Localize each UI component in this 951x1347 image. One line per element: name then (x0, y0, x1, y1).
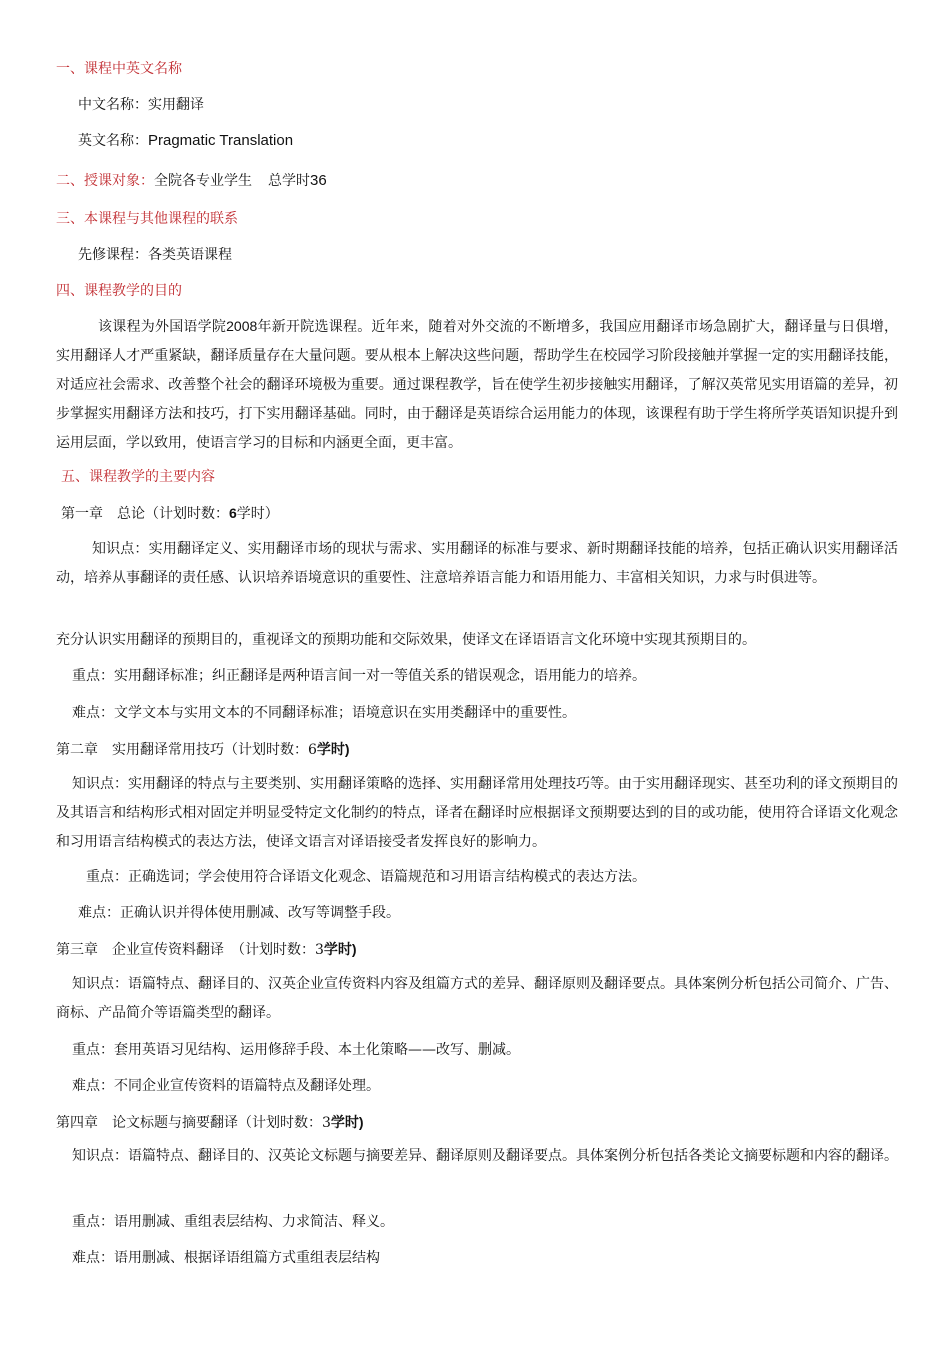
chapter-1-extra: 充分认识实用翻译的预期目的，重视译文的预期功能和交际效果，使译文在译语语言文化环境中实现其预期目的。 (56, 632, 756, 648)
section-4-heading: 四、课程教学的目的 (56, 283, 182, 299)
chapter-2-key-points: 重点：正确选词；学会使用符合译语文化观念、语篇规范和习用语言结构模式的表达方法。 (86, 869, 646, 885)
course-purpose-paragraph (56, 312, 898, 458)
chapter-1-hours: 6 (229, 505, 237, 521)
chinese-name-label: 中文名称： (78, 97, 148, 113)
chapter-3-key-points: 重点：套用英语习见结构、运用修辞手段、本土化策略——改写、删减。 (72, 1042, 520, 1058)
chapter-2-title-text: 第二章 实用翻译常用技巧（计划时数： (56, 742, 308, 758)
audience-value: 全院各专业学生 (154, 173, 252, 189)
chapter-2-title-end: 学时) (316, 741, 350, 757)
section-1-heading: 一、课程中英文名称 (56, 61, 182, 77)
chapter-1-title-text: 第一章 总论（计划时数： (61, 506, 229, 522)
chapter-3-knowledge: 知识点：语篇特点、翻译目的、汉英企业宣传资料内容及组篇方式的差异、翻译原则及翻译要点。具体案例分析包括公司简介、广告、商标、产品简介等语篇类型的翻译。 (56, 976, 898, 1021)
chapter-2-difficulties: 难点：正确认识并得体使用删减、改写等调整手段。 (78, 905, 400, 921)
section-5-heading: 五、课程教学的主要内容 (61, 469, 215, 485)
chapter-2-title (56, 739, 350, 760)
chapter-2-hours: 6 (308, 742, 317, 758)
chapter-4-key-points: 重点：语用删减、重组表层结构、力求简洁、释义。 (72, 1214, 394, 1230)
chapter-3-title-text: 第三章 企业宣传资料翻译 （计划时数： (56, 942, 315, 958)
chapter-4-difficulties: 难点：语用删减、根据译语组篇方式重组表层结构 (72, 1250, 380, 1266)
section-2-heading: 二、授课对象： (56, 173, 154, 189)
chapter-1-key-points: 重点：实用翻译标准；纠正翻译是两种语言间一对一等值关系的错误观念，语用能力的培养。 (72, 668, 646, 684)
chapter-3-hours: 3 (315, 942, 324, 958)
english-name-row (78, 131, 293, 151)
section-2-row (56, 171, 327, 191)
chapter-1-difficulties: 难点：文学文本与实用文本的不同翻译标准；语境意识在实用类翻译中的重要性。 (72, 705, 576, 721)
prerequisite-courses: 先修课程：各类英语课程 (78, 247, 232, 263)
english-name-label: 英文名称： (78, 133, 148, 149)
total-hours-value: 36 (310, 172, 327, 189)
chapter-3-title-end: 学时) (323, 941, 357, 957)
chapter-3-title (56, 939, 357, 960)
chapter-4-title-end: 学时) (330, 1114, 364, 1130)
chapter-2-knowledge: 知识点：实用翻译的特点与主要类别、实用翻译策略的选择、实用翻译常用处理技巧等。由于实用翻译现实、甚至功利的译文预期目的及其语言和结构形式相对固定并明显受特定文化制约的特点，译者在翻译时应根据译文预期要达到的目的或功能，使用符合译语文化观念和习用语言结构模式的表达方法，使译文语言对译语接受者发挥良好的影响力。 (56, 776, 898, 850)
purpose-year: 2008 (226, 318, 258, 334)
chinese-name-row (78, 95, 204, 115)
chapter-4-knowledge: 知识点：语篇特点、翻译目的、汉英论文标题与摘要差异、翻译原则及翻译要点。具体案例分析包括各类论文摘要标题和内容的翻译。 (72, 1148, 898, 1164)
purpose-text-b: 年新开院选课程。近年来，随着对外交流的不断增多，我国应用翻译市场急剧扩大，翻译量与日俱增，实用翻译人才严重紧缺，翻译质量存在大量问题。要从根本上解决这些问题，帮助学生在校园学习阶段接触并掌握一定的实用翻译技能，对适应社会需求、改善整个社会的翻译环境极为重要。通过课程教学，旨在使学生初步接触实用翻译，了解汉英常见实用语篇的差异，初步掌握实用翻译方法和技巧，打下实用翻译基础。同时，由于翻译是英语综合运用能力的体现，该课程有助于学生将所学英语知识提升到运用层面，学以致用，使语言学习的目标和内涵更全面，更丰富。 (56, 319, 898, 451)
purpose-text-a: 该课程为外国语学院 (98, 319, 227, 335)
chapter-1-title (61, 503, 279, 524)
chapter-4-title (56, 1112, 364, 1133)
chapter-4-title-text: 第四章 论文标题与摘要翻译（计划时数： (56, 1115, 322, 1131)
chapter-1-title-end: 学时） (236, 506, 279, 522)
chinese-name-value: 实用翻译 (148, 97, 204, 113)
chapter-3-difficulties: 难点：不同企业宣传资料的语篇特点及翻译处理。 (72, 1078, 380, 1094)
english-name-value: Pragmatic Translation (148, 132, 294, 149)
chapter-4-hours: 3 (322, 1115, 331, 1131)
section-3-heading: 三、本课程与其他课程的联系 (56, 211, 238, 227)
total-hours-label: 总学时 (268, 173, 310, 189)
chapter-1-knowledge: 知识点：实用翻译定义、实用翻译市场的现状与需求、实用翻译的标准与要求、新时期翻译技能的培养，包括正确认识实用翻译活动，培养从事翻译的责任感、认识培养语境意识的重要性、注意培养语言能力和语用能力、丰富相关知识，力求与时俱进等。 (56, 541, 898, 586)
